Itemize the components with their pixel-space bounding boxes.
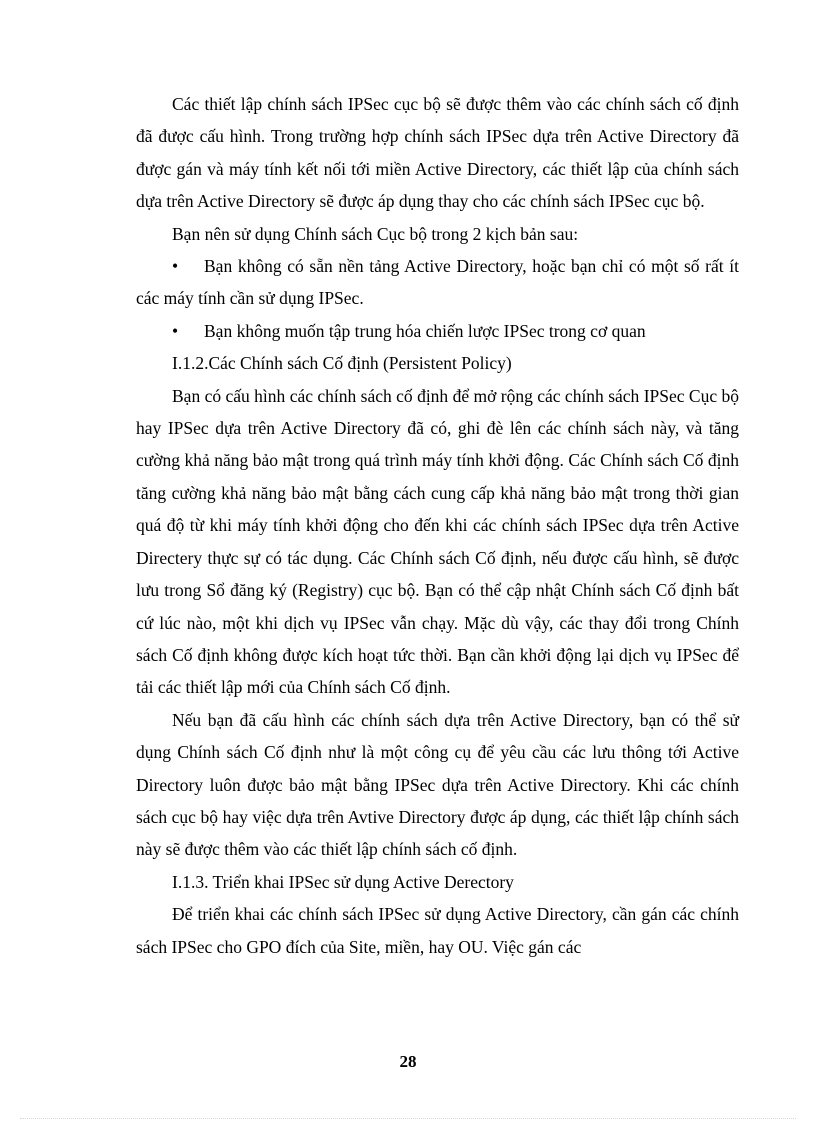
page-number: 28 bbox=[399, 1052, 417, 1071]
paragraph-persistent-policy-usage: Nếu bạn đã cấu hình các chính sách dựa trên Active Directory, bạn có thể sử dụng Chính sách Cố định như là một công cụ để yêu cầu các lưu thông tới Active Directory luôn được bảo mật bằng IPSec dựa trên Active Directory. Khi các chính sách cục bộ hay việc dựa trên Avtive Directory được áp dụng, các thiết lập chính sách này sẽ được thêm vào các thiết lập chính sách cố định. bbox=[136, 709, 739, 860]
page-body bbox=[136, 88, 739, 963]
bullet-item-no-active-directory bbox=[136, 250, 739, 315]
bullet-text: Bạn không có sẵn nền tảng Active Directory, hoặc bạn chỉ có một số rất ít các máy tính cần sử dụng IPSec. bbox=[136, 256, 739, 309]
bullet-item-no-centralization bbox=[136, 315, 739, 347]
bullet-icon: • bbox=[172, 256, 179, 277]
page-bottom-divider bbox=[20, 1118, 796, 1119]
paragraph-persistent-policy-description: Bạn có cấu hình các chính sách cố định để mở rộng các chính sách IPSec Cục bộ hay IPSec dựa trên Active Directory đã có, ghi đè lên các chính sách này, và tăng cường khả năng bảo mật trong quá trình máy tính khởi động. Các Chính sách Cố định tăng cường khả năng bảo mật bằng cách cung cấp khả năng bảo mật trong thời gian quá độ từ khi máy tính khởi động cho đến khi các chính sách IPSec dựa trên Active Directery thực sự có tác dụng. Các Chính sách Cố định, nếu được cấu hình, sẽ được lưu trong Sổ đăng ký (Registry) cục bộ. Bạn có thể cập nhật Chính sách Cố định bất cứ lúc nào, một khi dịch vụ IPSec vẫn chạy. Mặc dù vậy, các thay đổi trong Chính sách Cố định không được kích hoạt tức thời. Bạn cần khởi động lại dịch vụ IPSec để tải các thiết lập mới của Chính sách Cố định. bbox=[136, 385, 739, 698]
bullet-icon: • bbox=[172, 320, 179, 341]
paragraph-local-policy-scenarios: Bạn nên sử dụng Chính sách Cục bộ trong 2 kịch bản sau: bbox=[172, 223, 579, 244]
bullet-text: Bạn không muốn tập trung hóa chiến lược IPSec trong cơ quan bbox=[204, 320, 646, 341]
section-heading-persistent-policy: I.1.2.Các Chính sách Cố định (Persistent Policy) bbox=[172, 353, 512, 374]
section-heading-deploy-ipsec: I.1.3. Triển khai IPSec sử dụng Active Derectory bbox=[172, 871, 514, 892]
paragraph-deploy-ipsec: Để triển khai các chính sách IPSec sử dụng Active Directory, cần gán các chính sách IPSec cho GPO đích của Site, miền, hay OU. Việc gán các bbox=[136, 904, 739, 957]
paragraph-local-policy-intro: Các thiết lập chính sách IPSec cục bộ sẽ được thêm vào các chính sách cố định đã được cấu hình. Trong trường hợp chính sách IPSec dựa trên Active Directory đã được gán và máy tính kết nối tới miền Active Directory, các thiết lập của chính sách dựa trên Active Directory sẽ được áp dụng thay cho các chính sách IPSec cục bộ. bbox=[136, 94, 739, 212]
